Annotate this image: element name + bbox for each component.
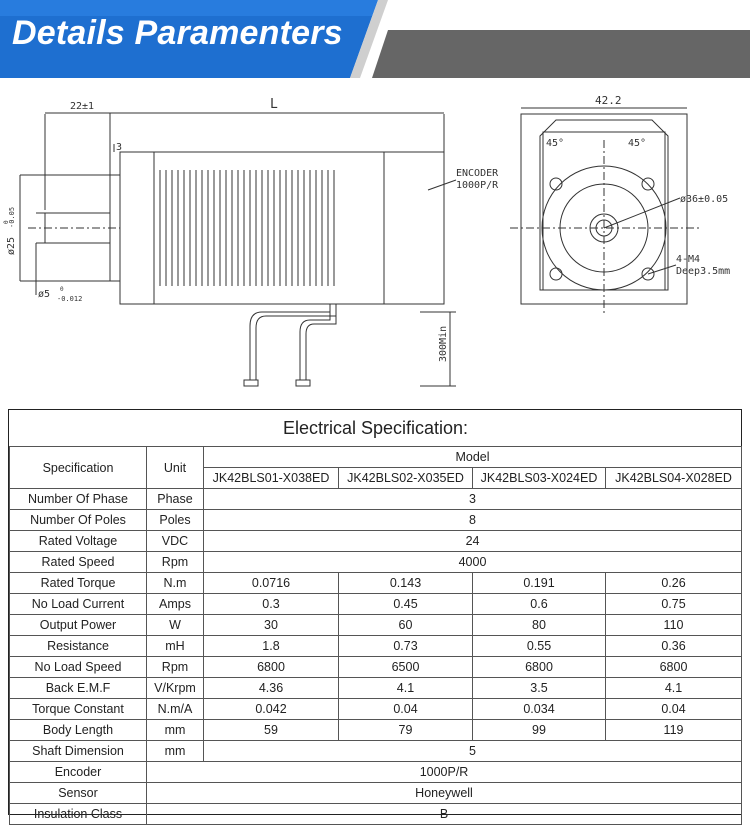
angle-left: 45° bbox=[546, 138, 565, 149]
spec-value: 0.55 bbox=[473, 636, 606, 657]
spec-name: No Load Speed bbox=[10, 657, 147, 678]
spec-unit: mH bbox=[147, 636, 204, 657]
dim-shaft: ø5 bbox=[38, 289, 51, 300]
model-name: JK42BLS04-X028ED bbox=[606, 468, 742, 489]
spec-name: Resistance bbox=[10, 636, 147, 657]
spec-name: Body Length bbox=[10, 720, 147, 741]
spec-value: 6800 bbox=[204, 657, 339, 678]
spec-value: 1.8 bbox=[204, 636, 339, 657]
dim-length: L bbox=[270, 97, 278, 112]
table-row bbox=[10, 720, 742, 741]
spec-value: 4.36 bbox=[204, 678, 339, 699]
spec-value: 4.1 bbox=[339, 678, 473, 699]
spec-value: 0.191 bbox=[473, 573, 606, 594]
dim-shaft-length: 22±1 bbox=[70, 101, 95, 112]
table-row bbox=[10, 489, 742, 510]
spec-unit: V/Krpm bbox=[147, 678, 204, 699]
spec-value: 0.034 bbox=[473, 699, 606, 720]
spec-value: 0.04 bbox=[606, 699, 742, 720]
spec-value: 3.5 bbox=[473, 678, 606, 699]
header-banner bbox=[0, 0, 750, 78]
spec-name: Back E.M.F bbox=[10, 678, 147, 699]
table-row bbox=[10, 678, 742, 699]
table-row bbox=[10, 594, 742, 615]
spec-value: 24 bbox=[204, 531, 742, 552]
spec-value: 0.04 bbox=[339, 699, 473, 720]
spec-value: 0.6 bbox=[473, 594, 606, 615]
lead-wires bbox=[244, 304, 336, 386]
spec-value: 0.36 bbox=[606, 636, 742, 657]
spec-value: 80 bbox=[473, 615, 606, 636]
motor-body-outline bbox=[154, 152, 384, 304]
spec-unit: mm bbox=[147, 720, 204, 741]
spec-value: 0.0716 bbox=[204, 573, 339, 594]
spec-value: 110 bbox=[606, 615, 742, 636]
table-row bbox=[10, 699, 742, 720]
encoder-section-outline bbox=[384, 152, 444, 304]
model-name: JK42BLS02-X035ED bbox=[339, 468, 473, 489]
spec-unit: Rpm bbox=[147, 552, 204, 573]
spec-unit: W bbox=[147, 615, 204, 636]
spec-value: 1000P/R bbox=[147, 762, 742, 783]
bolt-circle-label: ø36±0.05 bbox=[680, 194, 729, 205]
spec-unit: VDC bbox=[147, 531, 204, 552]
spec-name: Torque Constant bbox=[10, 699, 147, 720]
hole-depth-label: Deep3.5mm bbox=[676, 266, 731, 277]
dim-pilot-tol-upper: 0 bbox=[3, 220, 10, 224]
spec-name: Encoder bbox=[10, 762, 147, 783]
model-name: JK42BLS01-X038ED bbox=[204, 468, 339, 489]
spec-name: Shaft Dimension bbox=[10, 741, 147, 762]
motor-technical-drawing bbox=[0, 80, 750, 400]
table-row bbox=[10, 552, 742, 573]
table-row bbox=[10, 804, 742, 825]
spec-header: Specification bbox=[10, 447, 147, 489]
electrical-specification-table bbox=[9, 410, 742, 825]
dim-flange: 3 bbox=[116, 142, 123, 153]
spec-value: 4000 bbox=[204, 552, 742, 573]
model-name: JK42BLS03-X024ED bbox=[473, 468, 606, 489]
spec-value: 119 bbox=[606, 720, 742, 741]
spec-value: 3 bbox=[204, 489, 742, 510]
table-row bbox=[10, 741, 742, 762]
table-row bbox=[10, 573, 742, 594]
spec-value: 0.3 bbox=[204, 594, 339, 615]
spec-value: 0.75 bbox=[606, 594, 742, 615]
spec-name: Rated Torque bbox=[10, 573, 147, 594]
dim-shaft-tol-upper: 0 bbox=[60, 286, 64, 293]
angle-right: 45° bbox=[628, 138, 647, 149]
model-header: Model bbox=[204, 447, 742, 468]
spec-value: 0.143 bbox=[339, 573, 473, 594]
spec-value: Honeywell bbox=[147, 783, 742, 804]
spec-unit: Rpm bbox=[147, 657, 204, 678]
spec-value: 0.042 bbox=[204, 699, 339, 720]
spec-value: 5 bbox=[204, 741, 742, 762]
lead-length: 300Min bbox=[438, 325, 449, 362]
spec-name: Insulation Class bbox=[10, 804, 147, 825]
encoder-resolution: 1000P/R bbox=[456, 180, 499, 191]
banner-title: Details Paramenters bbox=[12, 14, 343, 52]
spec-value: 4.1 bbox=[606, 678, 742, 699]
unit-header: Unit bbox=[147, 447, 204, 489]
mount-hole-bottom-left bbox=[550, 268, 562, 280]
spec-value: 8 bbox=[204, 510, 742, 531]
spec-value: 30 bbox=[204, 615, 339, 636]
spec-name: Rated Speed bbox=[10, 552, 147, 573]
table-caption: Electrical Specification: bbox=[10, 410, 742, 447]
dim-pilot-tol: -0.05 bbox=[8, 206, 16, 228]
table-row bbox=[10, 615, 742, 636]
spec-name: Number Of Phase bbox=[10, 489, 147, 510]
electrical-specification-panel bbox=[8, 409, 742, 821]
table-row bbox=[10, 531, 742, 552]
spec-name: No Load Current bbox=[10, 594, 147, 615]
table-row bbox=[10, 510, 742, 531]
square-size: 42.2 bbox=[595, 94, 622, 107]
spec-name: Number Of Poles bbox=[10, 510, 147, 531]
spec-unit: mm bbox=[147, 741, 204, 762]
spec-value: 0.73 bbox=[339, 636, 473, 657]
spec-value: 99 bbox=[473, 720, 606, 741]
spec-name: Sensor bbox=[10, 783, 147, 804]
table-row bbox=[10, 783, 742, 804]
spec-name: Rated Voltage bbox=[10, 531, 147, 552]
cooling-fins bbox=[160, 170, 334, 286]
spec-unit: N.m bbox=[147, 573, 204, 594]
spec-unit: Amps bbox=[147, 594, 204, 615]
spec-value: 59 bbox=[204, 720, 339, 741]
spec-unit: Phase bbox=[147, 489, 204, 510]
spec-value: 0.45 bbox=[339, 594, 473, 615]
table-row bbox=[10, 636, 742, 657]
spec-value: 60 bbox=[339, 615, 473, 636]
spec-name: Output Power bbox=[10, 615, 147, 636]
spec-unit: Poles bbox=[147, 510, 204, 531]
dim-pilot: ø25 bbox=[6, 236, 17, 255]
dim-shaft-tol: -0.012 bbox=[57, 295, 83, 303]
spec-value: 79 bbox=[339, 720, 473, 741]
spec-value: 6800 bbox=[606, 657, 742, 678]
encoder-label: ENCODER bbox=[456, 168, 499, 179]
spec-value: 6800 bbox=[473, 657, 606, 678]
spec-value: B bbox=[147, 804, 742, 825]
table-row bbox=[10, 762, 742, 783]
table-row bbox=[10, 657, 742, 678]
spec-value: 6500 bbox=[339, 657, 473, 678]
spec-value: 0.26 bbox=[606, 573, 742, 594]
holes-label: 4-M4 bbox=[676, 254, 701, 265]
spec-unit: N.m/A bbox=[147, 699, 204, 720]
